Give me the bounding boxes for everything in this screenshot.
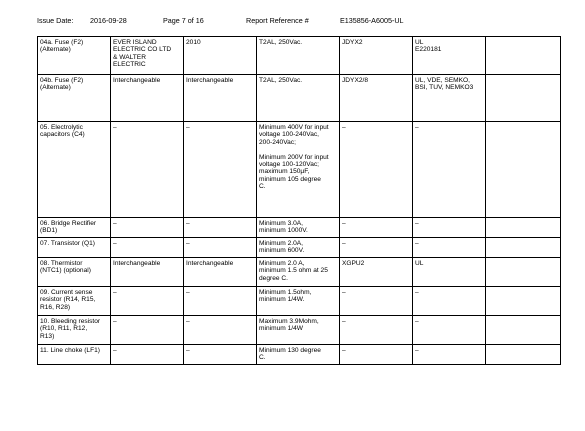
manufacturer-cell: [111, 75, 184, 122]
notes-cell: [486, 75, 561, 122]
cell-text-line: –: [415, 240, 419, 247]
standard-cell: [340, 316, 413, 345]
cell-text-line: UL, VDE, SEMKO,: [415, 77, 470, 84]
mark-of-conformity-cell: [413, 37, 486, 75]
cell-text-line: –: [186, 220, 190, 227]
cell-text-line: T2AL, 250Vac.: [259, 77, 303, 84]
component-cell: [38, 316, 111, 345]
cell-text-line: Minimum 1.5ohm,: [259, 289, 312, 296]
mark-of-conformity-cell: [413, 218, 486, 238]
cell-text-line: XGPU2: [342, 260, 365, 267]
cell-text-line: 200-240Vac;: [259, 138, 296, 146]
manufacturer-cell: [111, 287, 184, 316]
notes-cell: [486, 122, 561, 218]
cell-text-line: (BD1): [40, 227, 58, 235]
cell-text-line: E220181: [415, 46, 442, 54]
standard-cell: [340, 75, 413, 122]
cell-text-line: Interchangeable: [113, 260, 161, 267]
report-reference-label: Report Reference #: [246, 16, 309, 25]
manufacturer-cell: [111, 238, 184, 258]
page-number: Page 7 of 16: [163, 16, 204, 25]
cell-text-line: R16, R28): [40, 303, 71, 311]
cell-text-line: –: [342, 347, 346, 354]
notes-cell: [486, 345, 561, 365]
cell-text-line: Minimum 200V for input: [259, 153, 329, 161]
cell-text-line: JDYX2: [342, 39, 363, 46]
table-row: [38, 37, 561, 75]
cell-text-line: 2010: [186, 39, 201, 46]
cell-text-line: UL: [415, 39, 424, 46]
type-model-cell: [184, 258, 257, 287]
notes-cell: [486, 258, 561, 287]
type-model-cell: [184, 122, 257, 218]
cell-text-line: –: [113, 240, 117, 247]
cell-text-line: minimum 1000V.: [259, 227, 308, 235]
standard-cell: [340, 287, 413, 316]
component-cell: [38, 75, 111, 122]
component-cell: [38, 218, 111, 238]
cell-text-line: Minimum 400V for input: [259, 124, 329, 131]
component-cell: [38, 258, 111, 287]
report-reference-value: E135856-A6005-UL: [340, 16, 404, 25]
cell-text-line: –: [415, 347, 419, 354]
manufacturer-cell: [111, 258, 184, 287]
cell-text-line: Minimum 2.0A,: [259, 240, 303, 247]
cell-text-line: maximum 150µF,: [259, 168, 310, 176]
type-model-cell: [184, 75, 257, 122]
technical-data-cell: [257, 75, 340, 122]
manufacturer-cell: [111, 37, 184, 75]
cell-text-line: 11. Line choke (LF1): [40, 347, 100, 354]
cell-text-line: T2AL, 250Vac.: [259, 39, 303, 46]
cell-text-line: Interchangeable: [186, 260, 234, 267]
cell-text-line: minimum 105 degree: [259, 175, 321, 183]
cell-text-line: voltage 100-120Vac;: [259, 161, 319, 169]
components-table: [37, 36, 561, 365]
cell-text-line: 09. Current sense: [40, 289, 93, 296]
cell-text-line: –: [342, 240, 346, 247]
cell-text-line: –: [113, 318, 117, 325]
technical-data-cell: [257, 238, 340, 258]
type-model-cell: [184, 238, 257, 258]
manufacturer-cell: [111, 218, 184, 238]
cell-text-line: –: [113, 347, 117, 354]
cell-text-line: –: [342, 124, 346, 131]
standard-cell: [340, 218, 413, 238]
table-row: [38, 75, 561, 122]
type-model-cell: [184, 37, 257, 75]
cell-text-line: –: [186, 347, 190, 354]
component-cell: [38, 345, 111, 365]
mark-of-conformity-cell: [413, 258, 486, 287]
cell-text-line: (Alternate): [40, 46, 71, 54]
standard-cell: [340, 122, 413, 218]
table-row: [38, 122, 561, 218]
table-row: [38, 258, 561, 287]
table-row: [38, 238, 561, 258]
cell-text-line: minimum 600V.: [259, 247, 305, 255]
blank-line: [259, 146, 337, 153]
mark-of-conformity-cell: [413, 345, 486, 365]
cell-text-line: –: [113, 289, 117, 296]
table-row: [38, 287, 561, 316]
cell-text-line: C.: [259, 183, 266, 191]
cell-text-line: & WALTER: [113, 53, 146, 61]
cell-text-line: minimum 1/4W.: [259, 296, 305, 304]
cell-text-line: –: [186, 289, 190, 296]
mark-of-conformity-cell: [413, 316, 486, 345]
technical-data-cell: [257, 345, 340, 365]
cell-text-line: –: [186, 124, 190, 131]
cell-text-line: R13): [40, 332, 55, 340]
technical-data-cell: [257, 316, 340, 345]
standard-cell: [340, 258, 413, 287]
cell-text-line: 06. Bridge Rectifier: [40, 220, 97, 227]
cell-text-line: (R10, R11, R12,: [40, 325, 88, 333]
cell-text-line: (Alternate): [40, 84, 71, 92]
cell-text-line: Maximum 3.9Mohm,: [259, 318, 319, 325]
type-model-cell: [184, 345, 257, 365]
technical-data-cell: [257, 287, 340, 316]
manufacturer-cell: [111, 122, 184, 218]
component-cell: [38, 238, 111, 258]
table-row: [38, 345, 561, 365]
standard-cell: [340, 37, 413, 75]
mark-of-conformity-cell: [413, 75, 486, 122]
cell-text-line: Minimum 2.0 A,: [259, 260, 305, 267]
notes-cell: [486, 37, 561, 75]
cell-text-line: –: [415, 289, 419, 296]
cell-text-line: Minimum 3.0A,: [259, 220, 303, 227]
table-row: [38, 316, 561, 345]
cell-text-line: resistor (R14, R15,: [40, 296, 96, 304]
component-cell: [38, 37, 111, 75]
cell-text-line: voltage 100-240Vac,: [259, 131, 319, 139]
cell-text-line: –: [113, 220, 117, 227]
cell-text-line: Interchangeable: [186, 77, 234, 84]
cell-text-line: (NTC1) (optional): [40, 267, 91, 275]
page-header: [0, 16, 585, 28]
cell-text-line: capacitors (C4): [40, 131, 85, 139]
cell-text-line: –: [342, 318, 346, 325]
mark-of-conformity-cell: [413, 287, 486, 316]
cell-text-line: minimum 1.5 ohm at 25: [259, 267, 328, 275]
cell-text-line: EVER ISLAND: [113, 39, 157, 46]
cell-text-line: Interchangeable: [113, 77, 161, 84]
standard-cell: [340, 345, 413, 365]
standard-cell: [340, 238, 413, 258]
cell-text-line: –: [113, 124, 117, 131]
cell-text-line: 04b. Fuse (F2): [40, 77, 84, 84]
cell-text-line: C.: [259, 354, 266, 362]
manufacturer-cell: [111, 345, 184, 365]
cell-text-line: –: [415, 220, 419, 227]
cell-text-line: degree C.: [259, 274, 288, 282]
type-model-cell: [184, 218, 257, 238]
component-cell: [38, 122, 111, 218]
table-row: [38, 218, 561, 238]
cell-text-line: 10. Bleeding resistor: [40, 318, 101, 325]
technical-data-cell: [257, 258, 340, 287]
mark-of-conformity-cell: [413, 238, 486, 258]
cell-text-line: 08. Thermistor: [40, 260, 83, 267]
components-table-body: [38, 37, 561, 365]
issue-date-value: 2016-09-28: [90, 16, 127, 25]
issue-date-label: Issue Date:: [37, 16, 74, 25]
notes-cell: [486, 238, 561, 258]
technical-data-cell: [257, 122, 340, 218]
cell-text-line: –: [342, 289, 346, 296]
notes-cell: [486, 287, 561, 316]
mark-of-conformity-cell: [413, 122, 486, 218]
cell-text-line: UL: [415, 260, 424, 267]
technical-data-cell: [257, 218, 340, 238]
cell-text-line: –: [342, 220, 346, 227]
type-model-cell: [184, 287, 257, 316]
cell-text-line: 05. Electrolytic: [40, 124, 83, 131]
cell-text-line: Minimum 130 degree: [259, 347, 321, 354]
cell-text-line: minimum 1/4W: [259, 325, 303, 333]
notes-cell: [486, 218, 561, 238]
cell-text-line: 07. Transistor (Q1): [40, 240, 95, 247]
notes-cell: [486, 316, 561, 345]
cell-text-line: –: [415, 124, 419, 131]
component-cell: [38, 287, 111, 316]
cell-text-line: JDYX2/8: [342, 77, 369, 84]
technical-data-cell: [257, 37, 340, 75]
cell-text-line: –: [186, 240, 190, 247]
cell-text-line: –: [186, 318, 190, 325]
cell-text-line: 04a. Fuse (F2): [40, 39, 84, 46]
cell-text-line: BSI, TUV, NEMKO3: [415, 84, 474, 92]
cell-text-line: ELECTRIC CO LTD: [113, 46, 172, 54]
cell-text-line: –: [415, 318, 419, 325]
cell-text-line: ELECTRIC: [113, 61, 146, 69]
manufacturer-cell: [111, 316, 184, 345]
type-model-cell: [184, 316, 257, 345]
